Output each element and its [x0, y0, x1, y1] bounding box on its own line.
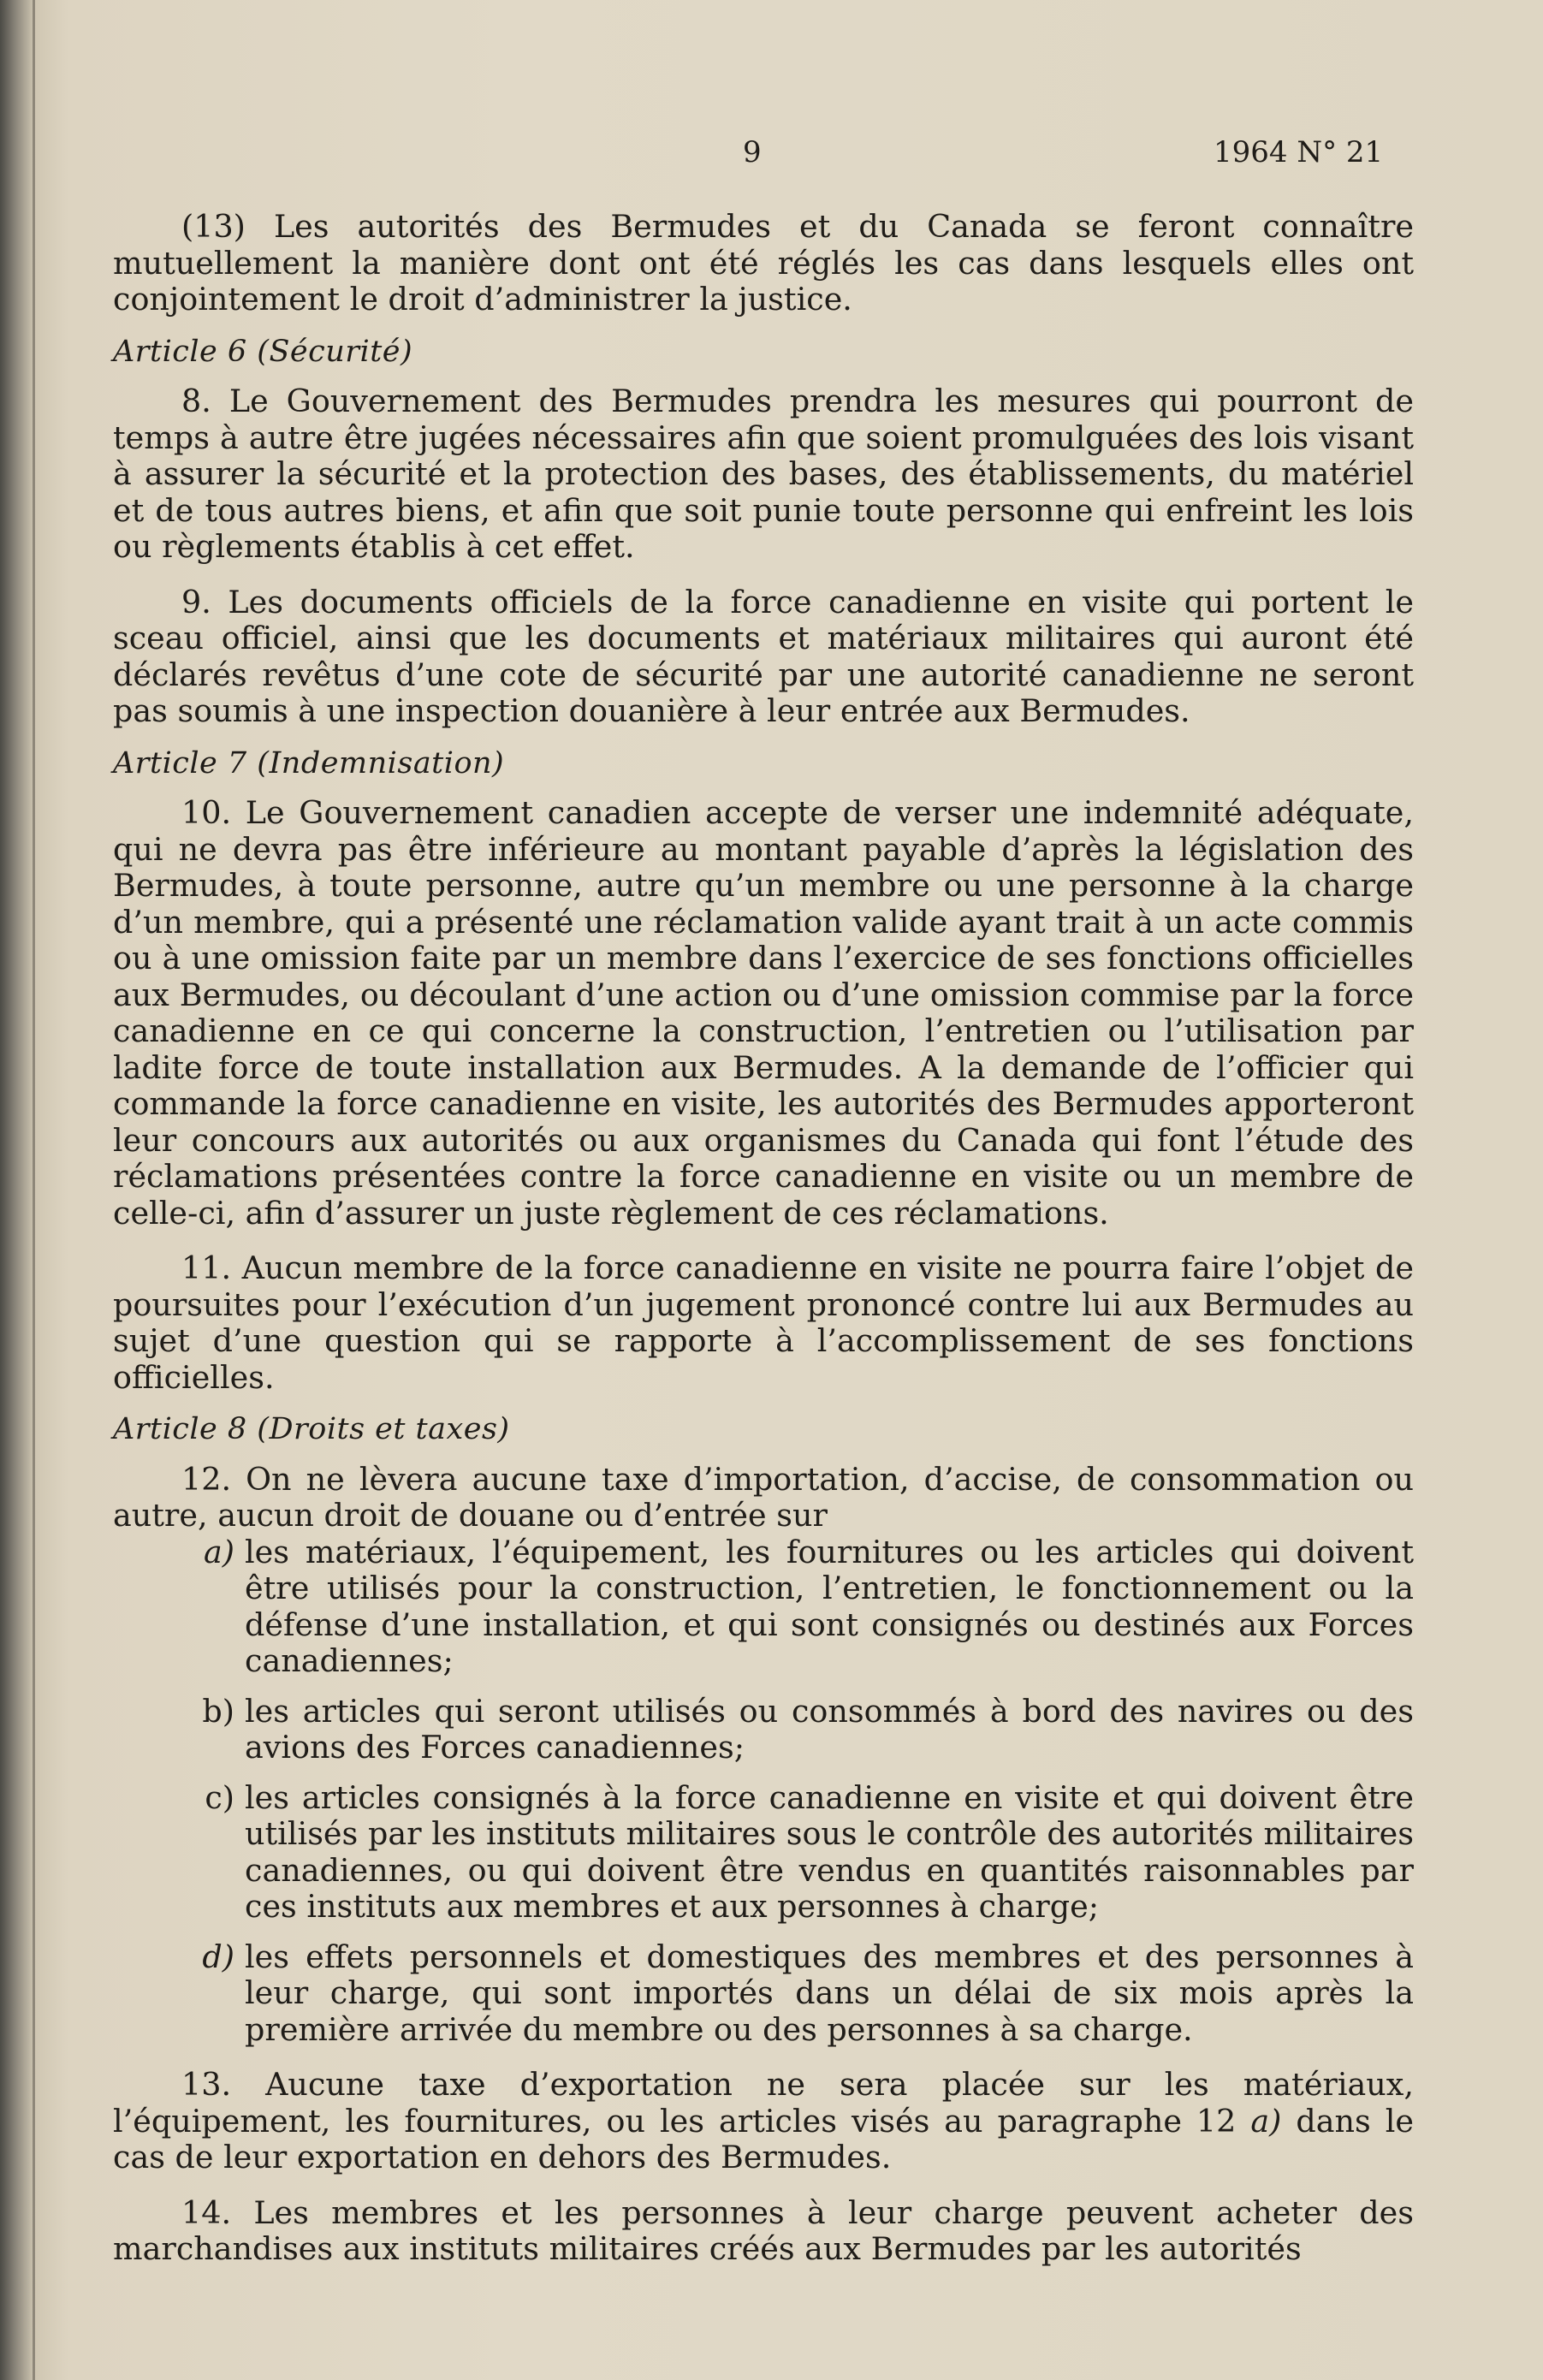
list-item-b — [181, 1694, 1414, 1766]
list-label: b) — [202, 1692, 234, 1730]
paragraph-14: 14. Les membres et les personnes à leur charge peuvent acheter des marchandises aux instituts militaires créés aux Bermudes par les autorités — [113, 2193, 1414, 2267]
paragraph-13-reference: a) — [1250, 2102, 1282, 2140]
list-text: les articles qui seront utilisés ou consommés à bord des navires ou des avions des Forces canadiennes; — [245, 1692, 1414, 1766]
list-text: les effets personnels et domestiques des membres et des personnes à leur charge, qui sont importés dans un délai de six mois après la première arrivée du membre ou des personnes à sa charge. — [245, 1938, 1414, 2048]
list-item-c — [181, 1780, 1414, 1926]
list-label: d) — [202, 1938, 234, 1975]
heading-article-6: Article 6 (Sécurité) — [113, 334, 413, 369]
list-item-d — [181, 1939, 1414, 2049]
paragraph-8: 8. Le Gouvernement des Bermudes prendra les mesures qui pourront de temps à autre être jugées nécessaires afin que soient promulguées des lois visant à assurer la sécurité et la protection des bases, des établissements, du matériel et de tous autres biens, et afin que soit punie toute personne qui enfreint les lois ou règlements établis à cet effet. — [113, 383, 1414, 565]
paragraph-11: 11. Aucun membre de la force canadienne en visite ne pourra faire l’objet de poursuites pour l’exécution d’un jugement prononcé contre lui aux Bermudes au sujet d’une question qui se rapporte à l’accomplissement de ses fonctions officielles. — [113, 1249, 1414, 1396]
paragraph-13 — [113, 2067, 1414, 2176]
list-label: c) — [205, 1778, 234, 1816]
heading-article-7: Article 7 (Indemnisation) — [113, 745, 505, 780]
paragraph-9: 9. Les documents officiels de la force canadienne en visite qui portent le sceau officiel, ainsi que les documents et matériaux militaires qui auront été déclarés revêtus d’une cote de sécurité par une autorité canadienne ne seront pas soumis à une inspection douanière à leur entrée aux Bermudes. — [113, 583, 1414, 729]
paragraph-12: 12. On ne lèvera aucune taxe d’importation, d’accise, de consommation ou autre, aucun droit de douane ou d’entrée sur — [113, 1460, 1414, 1534]
paragraph-13-end: dans le cas de leur exportation en dehors des Bermudes. — [113, 2102, 1415, 2175]
document-body — [113, 209, 1414, 2268]
paragraph-13-start: 13. Aucune taxe d’exportation ne sera placée sur les matériaux, l’équipement, les fournitures, ou les articles visés au paragraphe 12 — [113, 2066, 1414, 2140]
page-number: 9 — [743, 135, 762, 169]
list-item-a — [181, 1534, 1414, 1680]
list-text: les matériaux, l’équipement, les fournitures ou les articles qui doivent être utilisés pour la construction, l’entretien, le fonctionnement ou la défense d’une installation, et qui sont consignés ou destinés aux Forces canadiennes; — [245, 1533, 1414, 1679]
list-text: les articles consignés à la force canadienne en visite et qui doivent être utilisés par les instituts militaires sous le contrôle des autorités militaires canadiennes, ou qui doivent être vendus en quantités raisonnables par ces instituts aux membres et aux personnes à charge; — [245, 1778, 1414, 1925]
heading-article-8: Article 8 (Droits et taxes) — [113, 1412, 510, 1446]
book-binding-edge — [33, 0, 35, 2380]
paragraph-13-continued: (13) Les autorités des Bermudes et du Canada se feront connaître mutuellement la manière dont ont été réglés les cas dans lesquels elles ont conjointement le droit d’administrer la justice. — [113, 208, 1414, 318]
list-label: a) — [203, 1533, 234, 1570]
year-and-number: 1964 N° 21 — [1214, 135, 1384, 169]
paragraph-10: 10. Le Gouvernement canadien accepte de verser une indemnité adéquate, qui ne devra pas être inférieure au montant payable d’après la législation des Bermudes, à toute personne, autre qu’un membre ou une personne à la charge d’un membre, qui a présenté une réclamation valide ayant trait à un acte commis ou à une omission faite par un membre dans l’exercice de ses fonctions officielles aux Bermudes, ou découlant d’une action ou d’une omission commise par la force canadienne en ce qui concerne la construction, l’entretien ou l’utilisation par ladite force de toute installation aux Bermudes. A la demande de l’officier qui commande la force canadienne en visite, les autorités des Bermudes apporteront leur concours aux autorités ou aux organismes du Canada qui font l’étude des réclamations présentées contre la force canadienne en visite ou un membre de celle-ci, afin d’assurer un juste règlement de ces réclamations. — [113, 794, 1414, 1232]
